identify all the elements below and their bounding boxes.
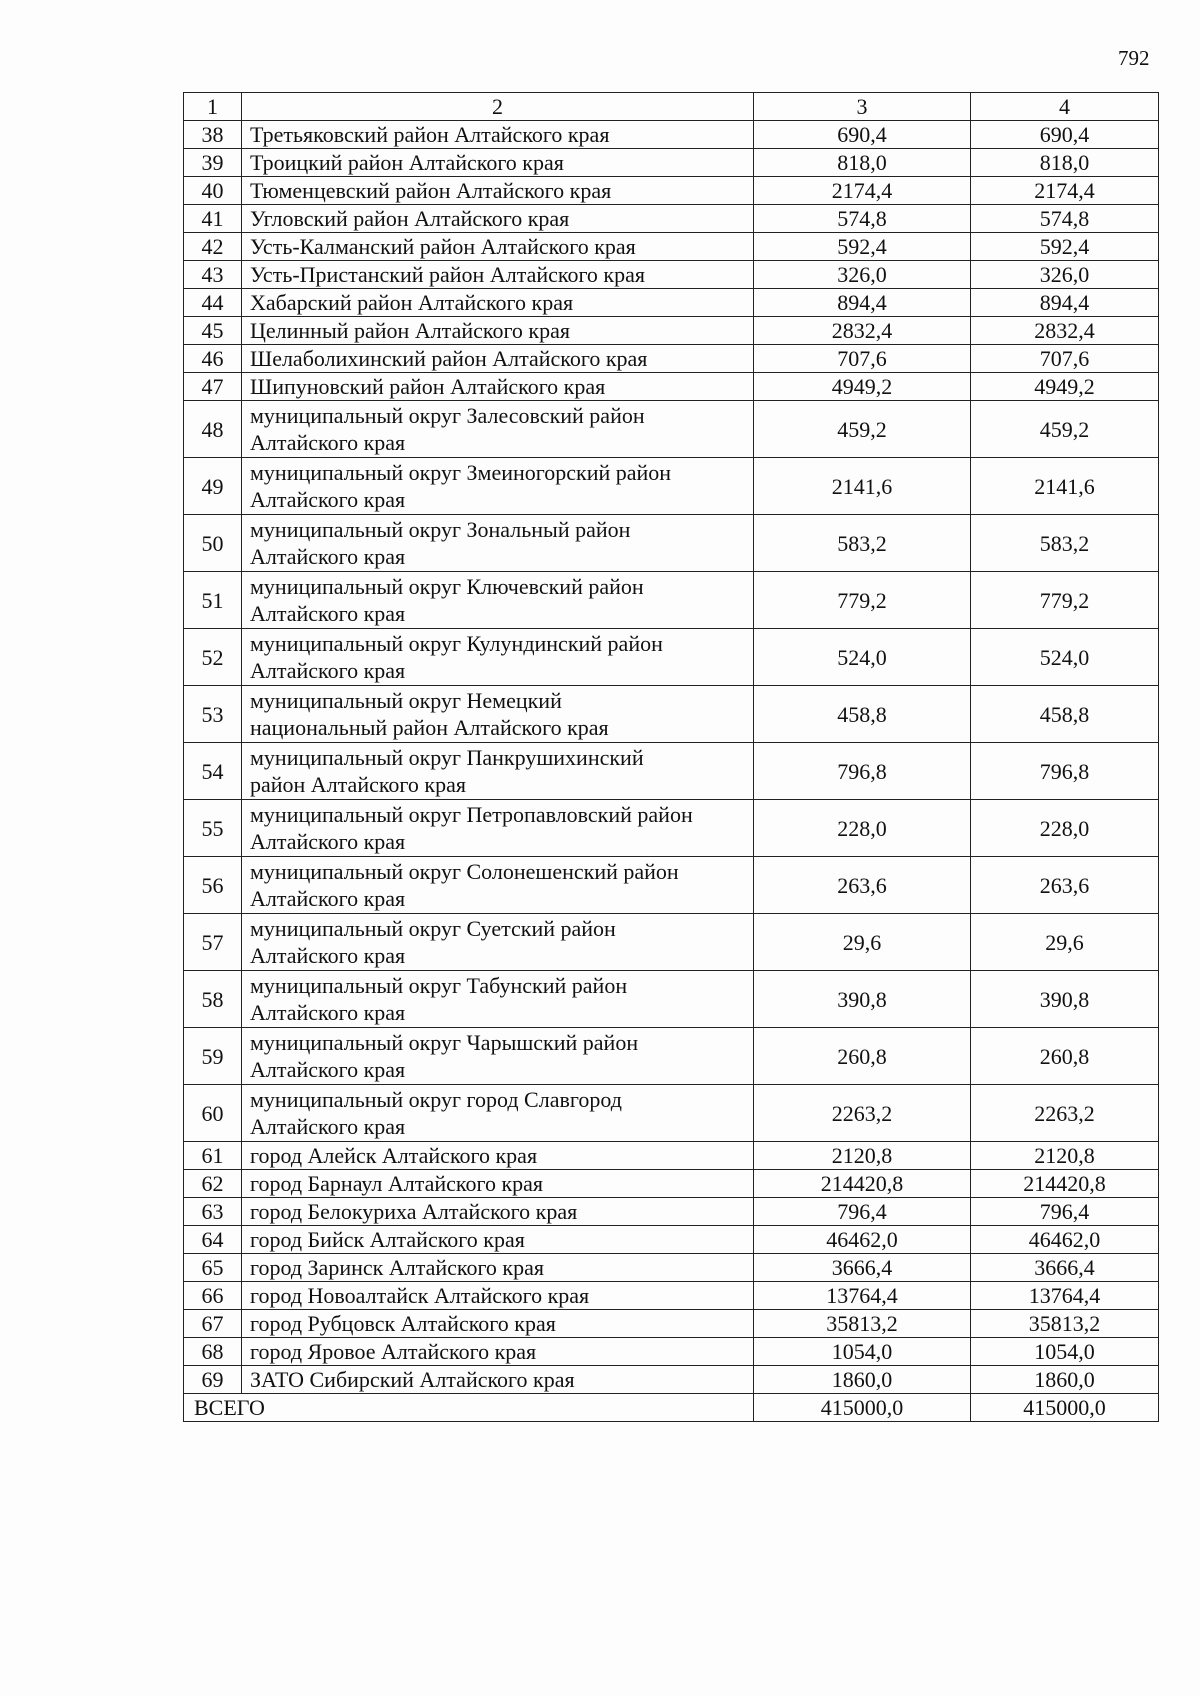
row-value-v3: 524,0 bbox=[754, 629, 971, 686]
table-row bbox=[184, 1170, 1159, 1198]
table-row bbox=[184, 572, 1159, 629]
row-value-v3: 459,2 bbox=[754, 401, 971, 458]
row-value-v4: 4949,2 bbox=[971, 373, 1159, 401]
row-value-v3: 458,8 bbox=[754, 686, 971, 743]
row-name-line: Алтайского края bbox=[250, 487, 406, 512]
row-number: 39 bbox=[184, 149, 242, 177]
row-number: 59 bbox=[184, 1028, 242, 1085]
row-name bbox=[242, 971, 754, 1028]
row-name bbox=[242, 914, 754, 971]
row-value-v4: 459,2 bbox=[971, 401, 1159, 458]
header-cell: 2 bbox=[242, 93, 754, 121]
total-value-v3: 415000,0 bbox=[754, 1394, 971, 1422]
row-name-line: Алтайского края bbox=[250, 1000, 406, 1025]
row-name-line: национальный район Алтайского края bbox=[250, 715, 609, 740]
row-name bbox=[242, 572, 754, 629]
row-name-line: муниципальный округ Ключевский район bbox=[250, 574, 644, 599]
row-value-v3: 2141,6 bbox=[754, 458, 971, 515]
table-row bbox=[184, 971, 1159, 1028]
row-number: 67 bbox=[184, 1310, 242, 1338]
table-row bbox=[184, 177, 1159, 205]
table-row bbox=[184, 261, 1159, 289]
row-value-v3: 326,0 bbox=[754, 261, 971, 289]
row-name-line: муниципальный округ город Славгород bbox=[250, 1087, 622, 1112]
row-value-v4: 796,8 bbox=[971, 743, 1159, 800]
table-row bbox=[184, 1338, 1159, 1366]
row-name-line: муниципальный округ Чарышский район bbox=[250, 1030, 639, 1055]
row-value-v4: 260,8 bbox=[971, 1028, 1159, 1085]
row-value-v3: 390,8 bbox=[754, 971, 971, 1028]
row-value-v4: 2120,8 bbox=[971, 1142, 1159, 1170]
row-value-v3: 4949,2 bbox=[754, 373, 971, 401]
table-row bbox=[184, 800, 1159, 857]
row-number: 56 bbox=[184, 857, 242, 914]
row-name: Тюменцевский район Алтайского края bbox=[242, 177, 754, 205]
row-number: 68 bbox=[184, 1338, 242, 1366]
row-name: город Новоалтайск Алтайского края bbox=[242, 1282, 754, 1310]
row-value-v3: 592,4 bbox=[754, 233, 971, 261]
row-value-v4: 326,0 bbox=[971, 261, 1159, 289]
table-row bbox=[184, 121, 1159, 149]
row-value-v4: 263,6 bbox=[971, 857, 1159, 914]
row-value-v4: 458,8 bbox=[971, 686, 1159, 743]
row-name: Целинный район Алтайского края bbox=[242, 317, 754, 345]
row-value-v3: 796,8 bbox=[754, 743, 971, 800]
row-value-v3: 894,4 bbox=[754, 289, 971, 317]
row-value-v3: 574,8 bbox=[754, 205, 971, 233]
row-name bbox=[242, 743, 754, 800]
row-value-v3: 35813,2 bbox=[754, 1310, 971, 1338]
row-value-v4: 2832,4 bbox=[971, 317, 1159, 345]
row-number: 66 bbox=[184, 1282, 242, 1310]
row-value-v4: 796,4 bbox=[971, 1198, 1159, 1226]
row-value-v4: 583,2 bbox=[971, 515, 1159, 572]
row-name: город Заринск Алтайского края bbox=[242, 1254, 754, 1282]
table-row bbox=[184, 914, 1159, 971]
row-name-line: муниципальный округ Залесовский район bbox=[250, 403, 645, 428]
row-name-line: муниципальный округ Табунский район bbox=[250, 973, 628, 998]
row-value-v4: 1860,0 bbox=[971, 1366, 1159, 1394]
row-name-line: муниципальный округ Немецкий bbox=[250, 688, 562, 713]
row-name: город Яровое Алтайского края bbox=[242, 1338, 754, 1366]
header-cell: 3 bbox=[754, 93, 971, 121]
row-name-line: Алтайского края bbox=[250, 886, 406, 911]
row-number: 63 bbox=[184, 1198, 242, 1226]
row-value-v3: 29,6 bbox=[754, 914, 971, 971]
header-cell: 4 bbox=[971, 93, 1159, 121]
table-row bbox=[184, 1028, 1159, 1085]
row-name-line: Алтайского края bbox=[250, 601, 406, 626]
row-value-v3: 583,2 bbox=[754, 515, 971, 572]
row-value-v4: 214420,8 bbox=[971, 1170, 1159, 1198]
row-name-line: муниципальный округ Панкрушихинский bbox=[250, 745, 644, 770]
row-name: Угловский район Алтайского края bbox=[242, 205, 754, 233]
table-row bbox=[184, 458, 1159, 515]
row-number: 53 bbox=[184, 686, 242, 743]
row-number: 64 bbox=[184, 1226, 242, 1254]
row-name: Третьяковский район Алтайского края bbox=[242, 121, 754, 149]
table-row bbox=[184, 289, 1159, 317]
row-name-line: муниципальный округ Зональный район bbox=[250, 517, 631, 542]
page-number: 792 bbox=[1118, 46, 1150, 70]
row-name-line: Алтайского края bbox=[250, 658, 406, 683]
row-number: 46 bbox=[184, 345, 242, 373]
row-value-v4: 894,4 bbox=[971, 289, 1159, 317]
row-name bbox=[242, 629, 754, 686]
row-number: 44 bbox=[184, 289, 242, 317]
table-row bbox=[184, 1254, 1159, 1282]
budget-table bbox=[183, 92, 1159, 1422]
row-value-v3: 263,6 bbox=[754, 857, 971, 914]
row-name-line: Алтайского края bbox=[250, 1114, 406, 1139]
row-name: Хабарский район Алтайского края bbox=[242, 289, 754, 317]
table-row bbox=[184, 1085, 1159, 1142]
row-value-v3: 796,4 bbox=[754, 1198, 971, 1226]
table-header-row bbox=[184, 93, 1159, 121]
row-number: 43 bbox=[184, 261, 242, 289]
row-name: ЗАТО Сибирский Алтайского края bbox=[242, 1366, 754, 1394]
row-value-v4: 46462,0 bbox=[971, 1226, 1159, 1254]
row-number: 48 bbox=[184, 401, 242, 458]
row-value-v3: 690,4 bbox=[754, 121, 971, 149]
row-value-v4: 574,8 bbox=[971, 205, 1159, 233]
row-name bbox=[242, 1085, 754, 1142]
row-value-v4: 2174,4 bbox=[971, 177, 1159, 205]
row-name: город Алейск Алтайского края bbox=[242, 1142, 754, 1170]
row-value-v3: 779,2 bbox=[754, 572, 971, 629]
row-value-v4: 35813,2 bbox=[971, 1310, 1159, 1338]
table-row bbox=[184, 1282, 1159, 1310]
row-name-line: Алтайского края bbox=[250, 829, 406, 854]
table-row bbox=[184, 205, 1159, 233]
table-row bbox=[184, 857, 1159, 914]
row-value-v4: 13764,4 bbox=[971, 1282, 1159, 1310]
row-number: 49 bbox=[184, 458, 242, 515]
table-row bbox=[184, 1226, 1159, 1254]
row-number: 60 bbox=[184, 1085, 242, 1142]
row-name: Усть-Пристанский район Алтайского края bbox=[242, 261, 754, 289]
row-name: город Белокуриха Алтайского края bbox=[242, 1198, 754, 1226]
row-value-v4: 690,4 bbox=[971, 121, 1159, 149]
row-number: 57 bbox=[184, 914, 242, 971]
row-name bbox=[242, 1028, 754, 1085]
row-number: 42 bbox=[184, 233, 242, 261]
row-value-v3: 2832,4 bbox=[754, 317, 971, 345]
row-value-v4: 524,0 bbox=[971, 629, 1159, 686]
row-value-v4: 1054,0 bbox=[971, 1338, 1159, 1366]
row-name-line: муниципальный округ Солонешенский район bbox=[250, 859, 679, 884]
row-name-line: Алтайского края bbox=[250, 430, 406, 455]
table-row bbox=[184, 629, 1159, 686]
row-number: 47 bbox=[184, 373, 242, 401]
row-name: город Рубцовск Алтайского края bbox=[242, 1310, 754, 1338]
row-name bbox=[242, 401, 754, 458]
row-name: Шелаболихинский район Алтайского края bbox=[242, 345, 754, 373]
row-value-v4: 592,4 bbox=[971, 233, 1159, 261]
row-value-v3: 818,0 bbox=[754, 149, 971, 177]
table-row bbox=[184, 1366, 1159, 1394]
table-row bbox=[184, 317, 1159, 345]
row-number: 41 bbox=[184, 205, 242, 233]
row-number: 50 bbox=[184, 515, 242, 572]
row-name-line: муниципальный округ Змеиногорский район bbox=[250, 460, 672, 485]
row-number: 54 bbox=[184, 743, 242, 800]
row-value-v4: 2263,2 bbox=[971, 1085, 1159, 1142]
row-name-line: муниципальный округ Кулундинский район bbox=[250, 631, 663, 656]
row-value-v4: 29,6 bbox=[971, 914, 1159, 971]
header-cell: 1 bbox=[184, 93, 242, 121]
row-name bbox=[242, 458, 754, 515]
row-name-line: муниципальный округ Петропавловский район bbox=[250, 802, 693, 827]
row-number: 40 bbox=[184, 177, 242, 205]
row-value-v3: 2263,2 bbox=[754, 1085, 971, 1142]
row-value-v4: 2141,6 bbox=[971, 458, 1159, 515]
row-number: 58 bbox=[184, 971, 242, 1028]
row-value-v3: 2120,8 bbox=[754, 1142, 971, 1170]
row-value-v4: 3666,4 bbox=[971, 1254, 1159, 1282]
total-row bbox=[184, 1394, 1159, 1422]
row-name-line: муниципальный округ Суетский район bbox=[250, 916, 616, 941]
row-name-line: Алтайского края bbox=[250, 943, 406, 968]
row-value-v3: 13764,4 bbox=[754, 1282, 971, 1310]
row-value-v4: 228,0 bbox=[971, 800, 1159, 857]
total-value-v4: 415000,0 bbox=[971, 1394, 1159, 1422]
row-value-v4: 707,6 bbox=[971, 345, 1159, 373]
table-row bbox=[184, 1198, 1159, 1226]
row-number: 69 bbox=[184, 1366, 242, 1394]
table-row bbox=[184, 373, 1159, 401]
row-name: Троицкий район Алтайского края bbox=[242, 149, 754, 177]
row-number: 55 bbox=[184, 800, 242, 857]
table-row bbox=[184, 345, 1159, 373]
row-number: 51 bbox=[184, 572, 242, 629]
table-row bbox=[184, 233, 1159, 261]
row-number: 62 bbox=[184, 1170, 242, 1198]
row-number: 61 bbox=[184, 1142, 242, 1170]
table-row bbox=[184, 686, 1159, 743]
row-value-v3: 1054,0 bbox=[754, 1338, 971, 1366]
row-name bbox=[242, 515, 754, 572]
row-name bbox=[242, 686, 754, 743]
row-name bbox=[242, 800, 754, 857]
row-value-v3: 2174,4 bbox=[754, 177, 971, 205]
row-value-v3: 214420,8 bbox=[754, 1170, 971, 1198]
row-number: 45 bbox=[184, 317, 242, 345]
row-value-v3: 1860,0 bbox=[754, 1366, 971, 1394]
table-row bbox=[184, 401, 1159, 458]
row-name-line: Алтайского края bbox=[250, 544, 406, 569]
row-name: город Барнаул Алтайского края bbox=[242, 1170, 754, 1198]
row-value-v3: 46462,0 bbox=[754, 1226, 971, 1254]
row-number: 65 bbox=[184, 1254, 242, 1282]
row-value-v3: 228,0 bbox=[754, 800, 971, 857]
row-value-v3: 3666,4 bbox=[754, 1254, 971, 1282]
table-row bbox=[184, 149, 1159, 177]
row-value-v3: 707,6 bbox=[754, 345, 971, 373]
row-name: город Бийск Алтайского края bbox=[242, 1226, 754, 1254]
row-number: 38 bbox=[184, 121, 242, 149]
row-value-v4: 779,2 bbox=[971, 572, 1159, 629]
row-name-line: Алтайского края bbox=[250, 1057, 406, 1082]
row-name: Шипуновский район Алтайского края bbox=[242, 373, 754, 401]
table-row bbox=[184, 1310, 1159, 1338]
row-value-v4: 390,8 bbox=[971, 971, 1159, 1028]
total-label: ВСЕГО bbox=[184, 1394, 754, 1422]
row-number: 52 bbox=[184, 629, 242, 686]
row-value-v4: 818,0 bbox=[971, 149, 1159, 177]
table-row bbox=[184, 1142, 1159, 1170]
row-value-v3: 260,8 bbox=[754, 1028, 971, 1085]
table-row bbox=[184, 743, 1159, 800]
row-name-line: район Алтайского края bbox=[250, 772, 466, 797]
row-name bbox=[242, 857, 754, 914]
row-name: Усть-Калманский район Алтайского края bbox=[242, 233, 754, 261]
table-row bbox=[184, 515, 1159, 572]
